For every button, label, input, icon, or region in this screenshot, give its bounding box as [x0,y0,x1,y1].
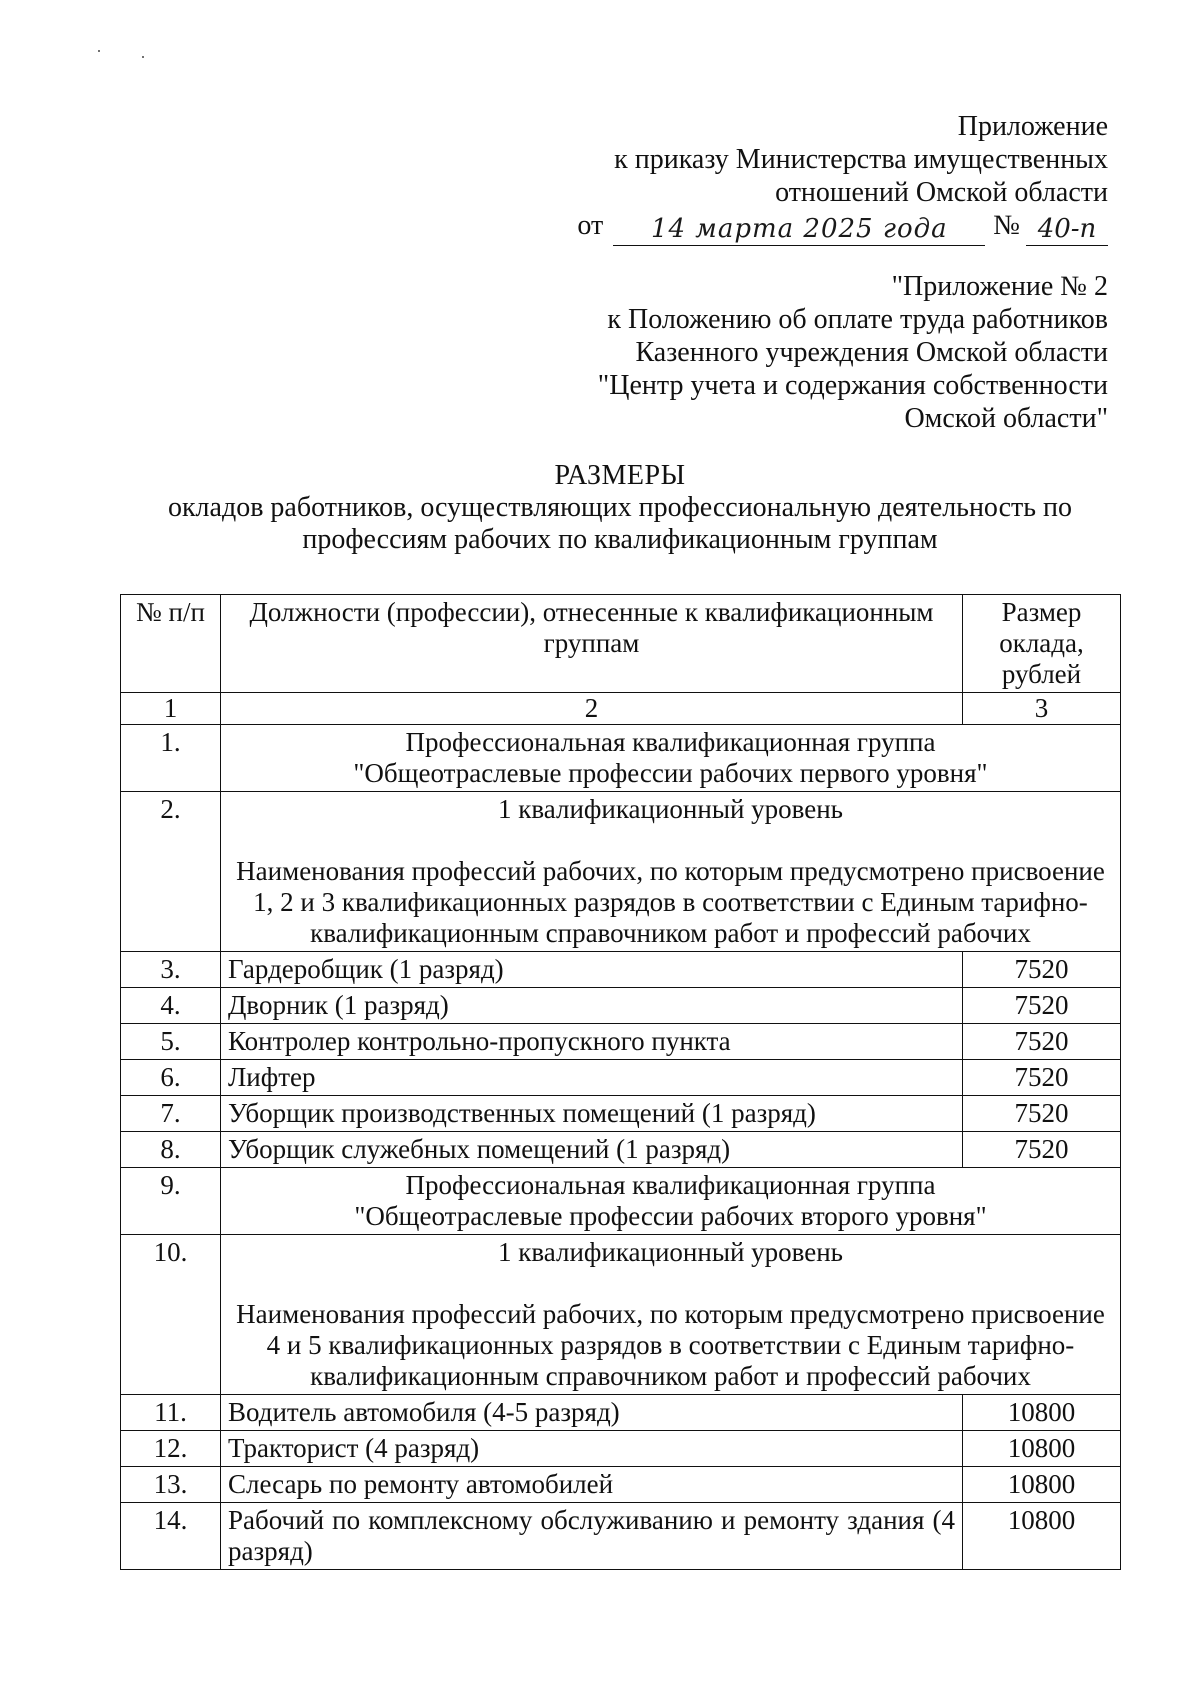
annex2-line: к Положению об оплате труда работников [607,304,1108,335]
position-name: Контролер контрольно-пропускного пункта [221,1024,963,1060]
position-name: Водитель автомобиля (4-5 разряд) [221,1395,963,1431]
row-number: 14. [121,1503,221,1570]
qualification-level: 1 квалификационный уровень [497,794,843,824]
row-number: 13. [121,1467,221,1503]
table-row [121,792,1121,952]
salary-value: 10800 [963,1503,1121,1570]
position-name: Уборщик служебных помещений (1 разряд) [221,1132,963,1168]
scan-speck [142,56,144,58]
table-row [121,1235,1121,1395]
salary-value: 7520 [963,1132,1121,1168]
qualification-group-line: Профессиональная квалификационная группа [405,727,936,757]
salary-value: 7520 [963,1096,1121,1132]
annex2-line: Омской области" [904,403,1108,434]
order-date-line [577,206,1108,246]
salary-table [120,594,1121,1570]
from-label: от [577,210,604,241]
spacer [228,825,1113,856]
spacer [228,1268,1113,1299]
header-salary-line: оклада, [999,628,1084,658]
position-name: Лифтер [221,1060,963,1096]
salary-value: 10800 [963,1431,1121,1467]
position-name: Тракторист (4 разряд) [221,1431,963,1467]
annex-header-line: отношений Омской области [775,177,1108,208]
table-row [121,1132,1121,1168]
column-number: 3 [963,693,1121,725]
position-name: Рабочий по комплексному обслуживанию и ремонту здания (4 разряд) [221,1503,963,1570]
qualification-group-line: "Общеотраслевые профессии рабочих первого уровня" [353,758,988,788]
header-salary-line: Размер [1001,597,1082,627]
position-name: Уборщик производственных помещений (1 разряд) [221,1096,963,1132]
handwritten-date: 14 марта 2025 года [613,213,985,246]
scan-speck [98,50,100,52]
column-number: 1 [121,693,221,725]
table-row [121,1060,1121,1096]
qualification-group-line: "Общеотраслевые профессии рабочих второго уровня" [354,1201,987,1231]
table-header-row [121,595,1121,693]
annex-header-line: Приложение [957,111,1108,142]
position-name: Дворник (1 разряд) [221,988,963,1024]
header-positions: Должности (профессии), отнесенные к квалификационным группам [221,595,963,693]
header-number: № п/п [121,595,221,693]
header-salary-line: рублей [1001,659,1082,689]
annex2-line: Казенного учреждения Омской области [635,337,1108,368]
column-numbers-row [121,693,1121,725]
table-row [121,988,1121,1024]
handwritten-number: 40-п [1026,213,1108,246]
title-sub-line: профессиям рабочих по квалификационным группам [302,524,938,555]
table-row [121,1395,1121,1431]
qualification-level-cell [221,792,1121,952]
position-name: Слесарь по ремонту автомобилей [221,1467,963,1503]
position-name: Гардеробщик (1 разряд) [221,952,963,988]
table-row [121,725,1121,792]
row-number: 6. [121,1060,221,1096]
column-number: 2 [221,693,963,725]
row-number: 9. [121,1168,221,1235]
salary-value: 7520 [963,1060,1121,1096]
salary-value: 10800 [963,1467,1121,1503]
row-number: 10. [121,1235,221,1395]
qualification-level-description: Наименования профессий рабочих, по которым предусмотрено присвоение 4 и 5 квалификационных разрядов в соответствии с Единым тарифно-квалификационным справочником работ и профессий рабочих [236,1299,1105,1391]
title-main: РАЗМЕРЫ [554,460,686,491]
document-title [120,460,1120,556]
qualification-level: 1 квалификационный уровень [497,1237,843,1267]
number-label: № [993,210,1020,241]
row-number: 4. [121,988,221,1024]
qualification-group-line: Профессиональная квалификационная группа [405,1170,936,1200]
title-sub-line: окладов работников, осуществляющих профессиональную деятельность по [167,492,1073,523]
qualification-level-description: Наименования профессий рабочих, по которым предусмотрено присвоение 1, 2 и 3 квалификационных разрядов в соответствии с Единым тарифно-квалификационным справочником работ и профессий рабочих [236,856,1105,948]
annex2-header [408,270,1108,435]
table-row [121,1431,1121,1467]
salary-value: 7520 [963,1024,1121,1060]
qualification-group-cell [221,1168,1121,1235]
salary-value: 7520 [963,952,1121,988]
row-number: 11. [121,1395,221,1431]
annex2-line: "Центр учета и содержания собственности [597,370,1108,401]
row-number: 12. [121,1431,221,1467]
row-number: 7. [121,1096,221,1132]
annex2-line: "Приложение № 2 [891,271,1108,302]
salary-value: 10800 [963,1395,1121,1431]
row-number: 2. [121,792,221,952]
annex-header [468,110,1108,209]
table-row [121,1024,1121,1060]
row-number: 8. [121,1132,221,1168]
row-number: 1. [121,725,221,792]
table-row [121,952,1121,988]
table-row [121,1467,1121,1503]
row-number: 5. [121,1024,221,1060]
table-body [121,725,1121,1570]
annex-header-line: к приказу Министерства имущественных [614,144,1108,175]
row-number: 3. [121,952,221,988]
salary-value: 7520 [963,988,1121,1024]
qualification-group-cell [221,725,1121,792]
header-salary [963,595,1121,693]
qualification-level-cell [221,1235,1121,1395]
table-row [121,1503,1121,1570]
table-row [121,1096,1121,1132]
table-row [121,1168,1121,1235]
